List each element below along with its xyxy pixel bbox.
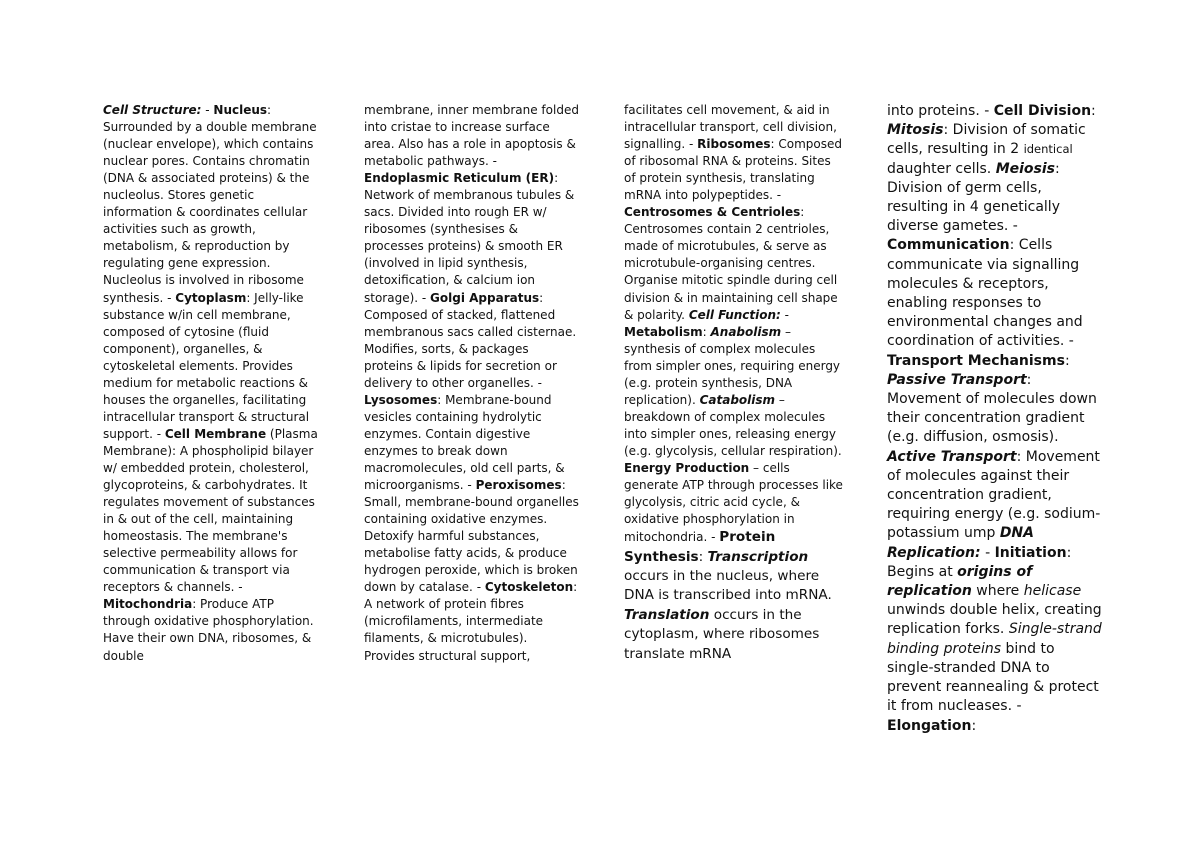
text-run: Mitochondria: [103, 597, 193, 612]
text-run: : Begins at: [887, 544, 1072, 580]
text-run: Cytoskeleton: [484, 580, 574, 595]
text-run: -: [980, 544, 995, 561]
text-run: origins of replication: [887, 563, 1033, 600]
text-run: facilitates cell movement, & aid in intracellular transport, cell division, signalling. -: [624, 103, 837, 152]
text-run: Golgi Apparatus: [430, 290, 540, 305]
text-run: Centrosomes & Centrioles: [624, 205, 801, 220]
column-2-text: [364, 102, 579, 665]
text-run: Cell Division: [993, 103, 1092, 119]
text-run: – synthesis of complex molecules from simpler ones, requiring energy (e.g. protein synthesis, DNA replication).: [624, 324, 841, 407]
text-run: Passive Transport: [887, 371, 1027, 388]
text-column-2: [364, 102, 579, 665]
text-run: occurs in the nucleus, where DNA is transcribed into mRNA.: [624, 567, 832, 604]
text-run: -: [780, 307, 790, 322]
text-run: Translation: [624, 606, 710, 623]
text-run: Energy Production: [624, 460, 750, 475]
text-run: Elongation: [887, 717, 972, 734]
text-run: :: [698, 548, 708, 565]
text-run: Cell Structure:: [103, 103, 202, 117]
text-run: Transcription: [707, 548, 809, 565]
text-run: Nucleus: [213, 103, 268, 117]
text-run: : Division of germ cells, resulting in 4 genetically diverse gametes. -: [887, 160, 1060, 235]
text-run: Transport Mechanisms: [887, 352, 1065, 369]
text-run: bind to single-stranded DNA to prevent reannealing & protect it from nucleases. -: [887, 640, 1099, 715]
text-run: Peroxisomes: [475, 478, 562, 493]
text-run: membrane, inner membrane folded into cristae to increase surface area. Also has a role in apoptosis & metabolic pathways. -: [364, 103, 579, 169]
text-run: :: [971, 717, 977, 734]
text-run: Catabolism: [699, 392, 776, 407]
text-run: identical: [1023, 142, 1073, 157]
text-run: (Plasma Membrane): A phospholipid bilayer w/ embedded protein, cholesterol, glycoproteins, & carbohydrates. It regulates movement of substances in & out of the cell, maintaining homeostasis. The membrane's selective permeability allows for communication & transport via receptors & channels. -: [103, 426, 318, 595]
text-run: : Produce ATP through oxidative phosphorylation. Have their own DNA, ribosomes, & double: [103, 597, 314, 663]
text-run: where: [971, 583, 1024, 600]
text-run: : Surrounded by a double membrane (nuclear envelope), which contains nuclear pores. Contains chromatin (DNA & associated proteins) & the nucleolus. Stores genetic information & coordinates cellular activities such as growth, metabolism, & reproduction by regulating gene expression. Nucleolus is involved in ribosome synthesis. -: [103, 103, 317, 305]
text-run: Endoplasmic Reticulum (ER): [364, 171, 555, 186]
text-run: Active Transport: [887, 448, 1017, 465]
column-3-text: [624, 102, 844, 664]
text-run: – cells generate ATP through processes like glycolysis, citric acid cycle, & oxidative phosphorylation in mitochondria. -: [624, 460, 843, 545]
text-run: occurs in the cytoplasm, where ribosomes translate mRNA: [624, 606, 820, 662]
text-run: Lysosomes: [364, 392, 438, 407]
text-run: : Membrane-bound vesicles containing hydrolytic enzymes. Contain digestive enzymes to break down macromolecules, old cell parts, & microorganisms. -: [364, 392, 565, 493]
text-run: -: [201, 103, 214, 117]
text-run: Mitosis: [887, 122, 944, 139]
text-run: Protein Synthesis: [624, 529, 776, 565]
text-run: : Small, membrane-bound organelles containing oxidative enzymes. Detoxify harmful substances, metabolise fatty acids, & produce hydrogen peroxide, which is broken down by catalase. -: [364, 478, 579, 595]
text-column-1: [103, 102, 318, 665]
text-run: :: [702, 324, 711, 339]
text-run: – breakdown of complex molecules into simpler ones, releasing energy (e.g. glycolysis, cellular respiration).: [624, 392, 842, 458]
text-run: : Movement of molecules down their concentration gradient (e.g. diffusion, osmosis).: [887, 371, 1097, 446]
text-run: Single-strand binding proteins: [887, 621, 1102, 657]
text-run: Ribosomes: [697, 137, 771, 152]
text-run: : Composed of stacked, flattened membranous sacs called cisternae. Modifies, sorts, & packages proteins & lipids for secretion or delivery to other organelles. -: [364, 290, 577, 390]
text-run: : Centrosomes contain 2 centrioles, made of microtubules, & serve as microtubule-organising centres. Organise mitotic spindle during cell division & in maintaining cell shape & polarity.: [624, 205, 838, 322]
text-run: DNA Replication:: [887, 525, 1034, 561]
text-run: : Cells communicate via signalling molecules & receptors, enabling responses to environmental changes and coordination of activities. -: [887, 237, 1083, 350]
text-run: helicase: [1023, 583, 1082, 600]
text-run: Initiation: [994, 544, 1067, 561]
text-run: : Jelly-like substance w/in cell membrane, composed of cytosine (fluid component), organelles, & cytoskeletal elements. Provides medium for metabolic reactions & houses the organelles, facilitating intracellular transport & structural support. -: [103, 290, 310, 441]
text-run: Cytoplasm: [175, 290, 247, 305]
text-run: Metabolism: [624, 324, 703, 339]
text-run: : A network of protein fibres (microfilaments, intermediate filaments, & microtubules). Provides structural support,: [364, 580, 578, 663]
column-1-text: [103, 102, 318, 665]
text-run: unwinds double helix, creating replication forks.: [887, 602, 1102, 638]
text-run: : Movement of molecules against their concentration gradient, requiring energy (e.g. sodium-potassium ump: [887, 448, 1101, 542]
text-run: : Network of membranous tubules & sacs. Divided into rough ER w/ ribosomes (synthesises & processes proteins) & smooth ER (involved in lipid synthesis, detoxification, & calcium ion storage). -: [364, 171, 575, 305]
text-run: Meiosis: [995, 160, 1056, 177]
text-run: : Composed of ribosomal RNA & proteins. Sites of protein synthesis, translating mRNA into polypeptides. -: [624, 137, 843, 203]
text-column-4: [887, 102, 1102, 736]
text-run: Communication: [887, 237, 1010, 254]
text-run: Anabolism: [710, 324, 782, 339]
text-run: Cell Function:: [688, 307, 781, 322]
text-run: daughter cells.: [887, 160, 996, 177]
text-run: :: [1064, 352, 1070, 369]
text-run: into proteins. -: [887, 103, 994, 119]
text-run: :: [1091, 103, 1096, 119]
text-run: : Division of somatic cells, resulting in 2: [887, 122, 1086, 158]
text-run: Cell Membrane: [164, 426, 267, 441]
column-4-text: [887, 102, 1102, 736]
text-column-3: [624, 102, 844, 664]
